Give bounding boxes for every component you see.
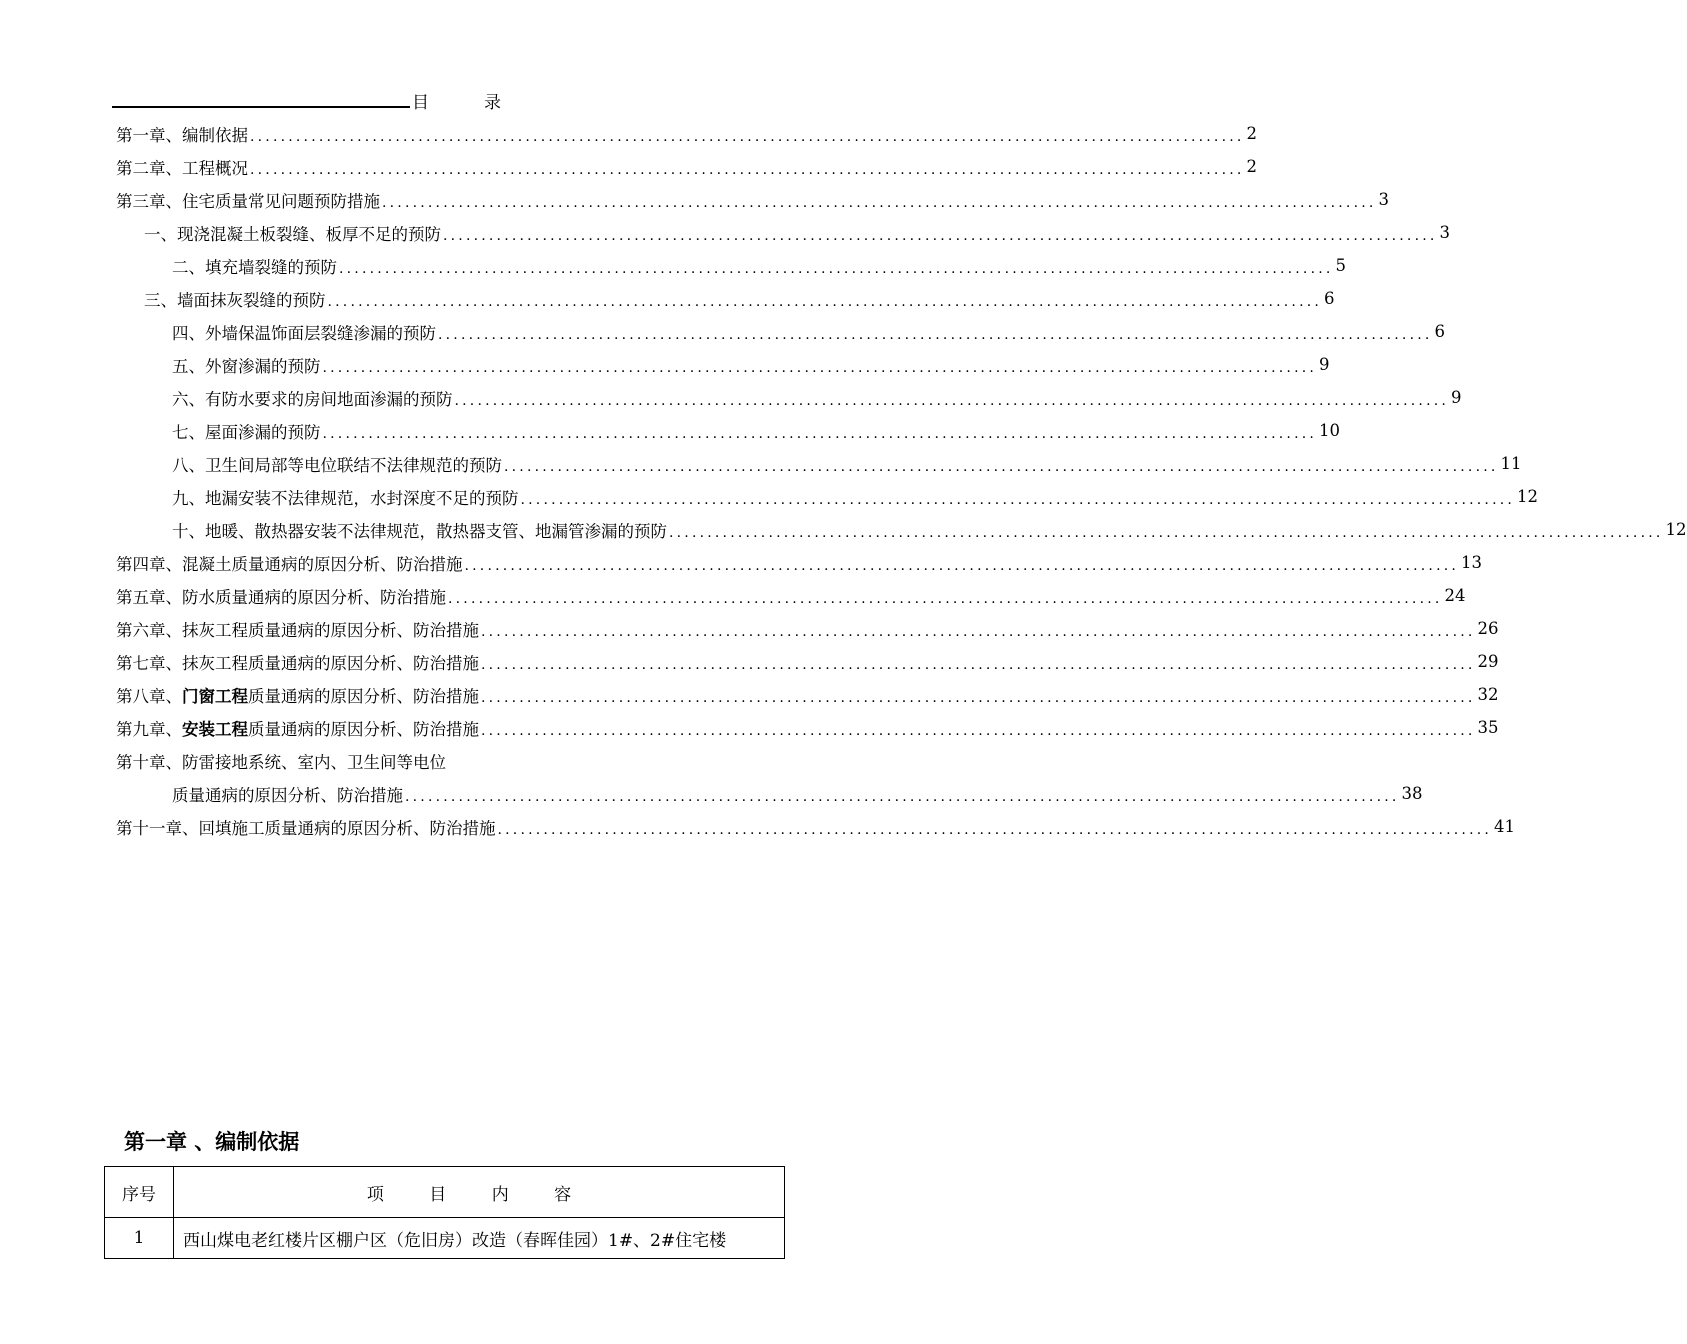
toc-entry-sec1[interactable] [144, 216, 1451, 249]
toc-entry-ch11[interactable] [116, 810, 1516, 843]
toc-entry-page: 3 [1378, 190, 1390, 209]
toc-leader: .................................................................................................................................. [481, 623, 1476, 640]
toc-entry-page: 6 [1434, 322, 1446, 341]
toc-leader: .................................................................................................................................. [250, 161, 1245, 178]
toc-entry-page: 9 [1319, 355, 1330, 374]
toc-entry-ch1[interactable] [116, 117, 1258, 150]
table-header-row [105, 1167, 785, 1218]
chapter1-heading: 第一章 、编制依据 [124, 1130, 300, 1154]
toc-entry-ch10[interactable] [116, 744, 776, 777]
col-content-header: 项 目 内 容 [174, 1167, 785, 1218]
toc-heading-left: 目 [412, 93, 429, 113]
toc-entry-ch5[interactable] [116, 579, 1466, 612]
toc-entry-page: 9 [1451, 388, 1462, 407]
toc-leader: .................................................................................................................................. [250, 128, 1245, 145]
toc-heading [112, 88, 532, 114]
toc-entry-sec8[interactable] [172, 447, 1522, 480]
toc-leader: .................................................................................................................................. [322, 359, 1318, 376]
toc-leader: .................................................................................................................................. [322, 425, 1318, 442]
toc-entry-page: 12 [1517, 487, 1539, 506]
toc-entry-page: 10 [1319, 421, 1341, 440]
toc-entry-page: 11 [1500, 454, 1522, 473]
toc-entry-page: 13 [1461, 553, 1483, 572]
toc-entry-ch10-cont[interactable] [172, 777, 1423, 810]
toc-leader: .................................................................................................................................. [448, 590, 1443, 607]
toc-entry-label [116, 716, 479, 740]
toc-entry-label: 第十章、防雷接地系统、室内、卫生间等电位 [116, 752, 446, 772]
toc-entry-label: 二、填充墙裂缝的预防 [172, 257, 337, 277]
toc-entry-label: 第一章、编制依据 [116, 125, 248, 145]
toc-entry-page: 3 [1439, 223, 1451, 242]
toc-leader: .................................................................................................................................. [405, 788, 1400, 805]
row-no: 1 [105, 1218, 174, 1259]
toc-entry-label-bold: 安装工程 [182, 719, 248, 739]
toc-entry-ch4[interactable] [116, 546, 1483, 579]
toc-entry-page: 2 [1246, 157, 1258, 176]
basis-table [104, 1166, 785, 1259]
toc-entry-label: 第十一章、回填施工质量通病的原因分析、防治措施 [116, 818, 496, 838]
toc-entry-ch3[interactable] [116, 183, 1390, 216]
toc-entry-label: 第三章、住宅质量常见问题预防措施 [116, 191, 380, 211]
toc-entry-label: 第六章、抹灰工程质量通病的原因分析、防治措施 [116, 620, 479, 640]
toc-leader: .................................................................................................................................. [454, 392, 1450, 409]
toc-entry-sec5[interactable] [172, 348, 1330, 381]
toc-entry-sec3[interactable] [144, 282, 1335, 315]
toc-entry-page: 2 [1246, 124, 1258, 143]
toc-entry-label: 质量通病的原因分析、防治措施 [172, 785, 403, 805]
toc-leader: .................................................................................................................................. [497, 821, 1493, 838]
toc-entry-ch6[interactable] [116, 612, 1499, 645]
toc-entry-label-pre: 第九章、 [116, 719, 182, 739]
toc-leader: .................................................................................................................................. [443, 227, 1438, 244]
toc-leader: .................................................................................................................................. [520, 491, 1516, 508]
toc-entry-sec4[interactable] [172, 315, 1446, 348]
toc-entry-ch8[interactable] [116, 678, 1499, 711]
toc-entry-sec10[interactable] [172, 513, 1687, 546]
toc-entry-page: 5 [1335, 256, 1347, 275]
toc-leader: .................................................................................................................................. [481, 656, 1476, 673]
toc-entry-label: 第二章、工程概况 [116, 158, 248, 178]
toc-leader: .................................................................................................................................. [504, 458, 1499, 475]
table-row [105, 1218, 785, 1259]
toc-entry-label: 第四章、混凝土质量通病的原因分析、防治措施 [116, 554, 463, 574]
toc-heading-right: 录 [484, 93, 501, 113]
toc-entry-page: 35 [1477, 718, 1499, 737]
toc-leader: .................................................................................................................................. [481, 689, 1476, 706]
toc-entry-label: 三、墙面抹灰裂缝的预防 [144, 290, 326, 310]
toc-entry-page: 38 [1401, 784, 1423, 803]
toc-entry-ch2[interactable] [116, 150, 1258, 183]
toc-entry-page: 12 [1665, 520, 1687, 539]
toc-entry-label: 五、外窗渗漏的预防 [172, 356, 321, 376]
toc-entry-label [116, 683, 479, 707]
toc-entry-page: 24 [1444, 586, 1466, 605]
toc-entry-ch7[interactable] [116, 645, 1499, 678]
toc-leader: .................................................................................................................................. [327, 293, 1323, 310]
toc-entry-sec6[interactable] [172, 381, 1462, 414]
toc-entry-label: 第七章、抹灰工程质量通病的原因分析、防治措施 [116, 653, 479, 673]
toc-entry-page: 6 [1324, 289, 1335, 308]
toc-leader: .................................................................................................................................. [339, 260, 1334, 277]
toc-entry-label: 一、现浇混凝土板裂缝、板厚不足的预防 [144, 224, 441, 244]
toc-entry-label: 四、外墙保温饰面层裂缝渗漏的预防 [172, 323, 436, 343]
toc-leader: .................................................................................................................................. [464, 557, 1460, 574]
toc-leader: .................................................................................................................................. [382, 194, 1377, 211]
toc-entry-label-post: 质量通病的原因分析、防治措施 [248, 686, 479, 706]
row-content: 西山煤电老红楼片区棚户区（危旧房）改造（春晖佳园）1#、2#住宅楼 [174, 1218, 785, 1259]
toc-entry-label: 九、地漏安装不法律规范，水封深度不足的预防 [172, 488, 519, 508]
toc-entry-page: 41 [1494, 817, 1516, 836]
toc-entry-label: 十、地暖、散热器安装不法律规范，散热器支管、地漏管渗漏的预防 [172, 521, 667, 541]
toc-entry-page: 29 [1477, 652, 1499, 671]
toc-entry-label-post: 质量通病的原因分析、防治措施 [248, 719, 479, 739]
toc-entry-sec7[interactable] [172, 414, 1341, 447]
toc-entry-label: 七、屋面渗漏的预防 [172, 422, 321, 442]
toc-entry-ch9[interactable] [116, 711, 1499, 744]
toc-entry-label: 六、有防水要求的房间地面渗漏的预防 [172, 389, 453, 409]
toc-entry-label-bold: 门窗工程 [182, 686, 248, 706]
toc-entry-sec2[interactable] [172, 249, 1347, 282]
toc-entry-page: 26 [1477, 619, 1499, 638]
toc-entry-label: 第五章、防水质量通病的原因分析、防治措施 [116, 587, 446, 607]
toc-leader: .................................................................................................................................. [669, 524, 1664, 541]
toc-entry-label: 八、卫生间局部等电位联结不法律规范的预防 [172, 455, 502, 475]
toc-leader: .................................................................................................................................. [481, 722, 1476, 739]
col-no-header: 序号 [105, 1167, 174, 1218]
toc-heading-rule [112, 106, 410, 108]
toc-entry-label-pre: 第八章、 [116, 686, 182, 706]
toc-entry-page: 32 [1477, 685, 1499, 704]
toc-entry-sec9[interactable] [172, 480, 1539, 513]
toc-leader: .................................................................................................................................. [438, 326, 1433, 343]
